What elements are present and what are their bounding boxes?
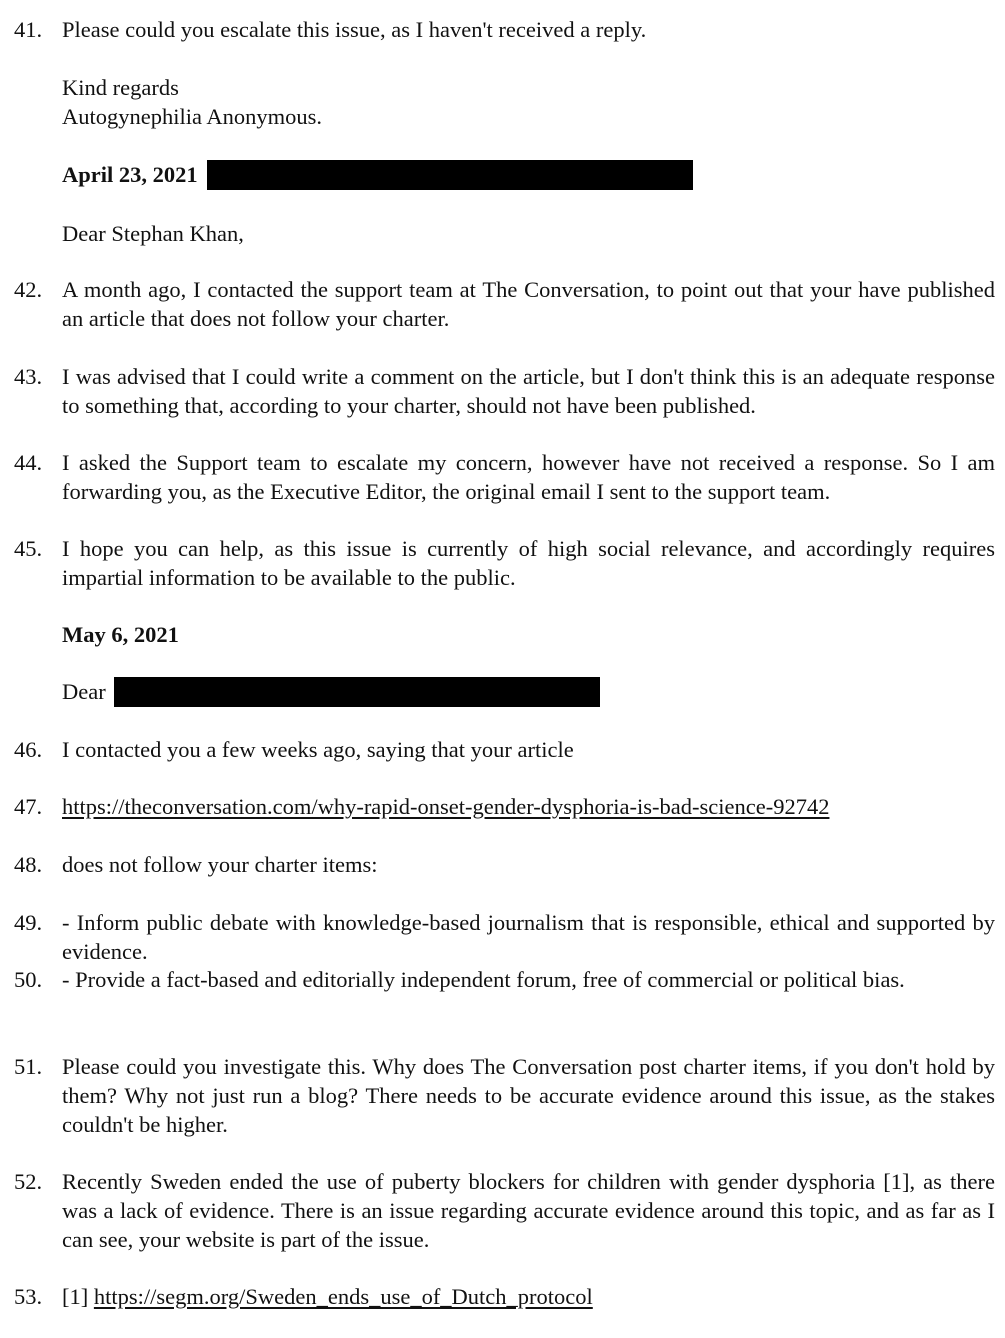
paragraph-text xyxy=(62,1282,995,1311)
salutation-text: Dear xyxy=(62,679,106,704)
redaction-bar xyxy=(114,677,600,707)
paragraph-text: A month ago, I contacted the support team at The Conversation, to point out that your have published an article that does not follow your charter. xyxy=(62,277,995,331)
redaction-bar xyxy=(207,160,693,190)
paragraph-number: 42. xyxy=(14,277,43,302)
paragraph-number: 44. xyxy=(14,450,43,475)
paragraph-number: 48. xyxy=(14,852,43,877)
paragraph-text: Recently Sweden ended the use of puberty blockers for children with gender dysphoria [1], as there was a lack of evidence. There is an issue regarding accurate evidence around this topic, and as far as I can see, your website is part of the issue. xyxy=(62,1169,995,1252)
closing-line: Kind regards xyxy=(62,75,179,100)
paragraph-text: does not follow your charter items: xyxy=(62,852,378,877)
paragraph-text: Please could you escalate this issue, as I haven't received a reply. xyxy=(62,17,647,42)
paragraph-text: - Provide a fact-based and editorially independent forum, free of commercial or political bias. xyxy=(62,967,905,992)
paragraph-text: I was advised that I could write a comment on the article, but I don't think this is an adequate response to something that, according to your charter, should not have been published. xyxy=(62,364,995,418)
date-text: April 23, 2021 xyxy=(62,162,198,187)
date-heading-1 xyxy=(62,160,693,190)
paragraph-text xyxy=(62,792,995,821)
paragraph-number: 52. xyxy=(14,1169,43,1194)
paragraph-number: 51. xyxy=(14,1054,43,1079)
signature-name: Autogynephilia Anonymous. xyxy=(62,104,322,129)
paragraph-number: 50. xyxy=(14,967,43,992)
paragraph-text: I asked the Support team to escalate my concern, however have not received a response. So I am forwarding you, as the Executive Editor, the original email I sent to the support team. xyxy=(62,450,995,504)
paragraph-number: 49. xyxy=(14,910,43,935)
article-link[interactable]: https://theconversation.com/why-rapid-onset-gender-dysphoria-is-bad-science-92742 xyxy=(62,794,830,819)
reference-marker: [1] xyxy=(62,1284,89,1309)
date-heading-2: May 6, 2021 xyxy=(62,622,179,647)
paragraph-number: 41. xyxy=(14,17,43,42)
paragraph-number: 43. xyxy=(14,364,43,389)
paragraph-number: 45. xyxy=(14,536,43,561)
paragraph-number: 47. xyxy=(14,794,43,819)
paragraph-text: I contacted you a few weeks ago, saying that your article xyxy=(62,737,574,762)
paragraph-text: I hope you can help, as this issue is currently of high social relevance, and accordingly requires impartial information to be available to the public. xyxy=(62,536,995,590)
paragraph-text: - Inform public debate with knowledge-based journalism that is responsible, ethical and supported by evidence. xyxy=(62,910,995,964)
paragraph-number: 46. xyxy=(14,737,43,762)
salutation-2 xyxy=(62,677,600,707)
paragraph-number: 53. xyxy=(14,1284,43,1309)
paragraph-text: Please could you investigate this. Why does The Conversation post charter items, if you don't hold by them? Why not just run a blog? There needs to be accurate evidence around this issue, as the stakes couldn't be higher. xyxy=(62,1054,995,1137)
reference-link[interactable]: https://segm.org/Sweden_ends_use_of_Dutch_protocol xyxy=(93,1284,593,1309)
salutation-1: Dear Stephan Khan, xyxy=(62,221,244,246)
